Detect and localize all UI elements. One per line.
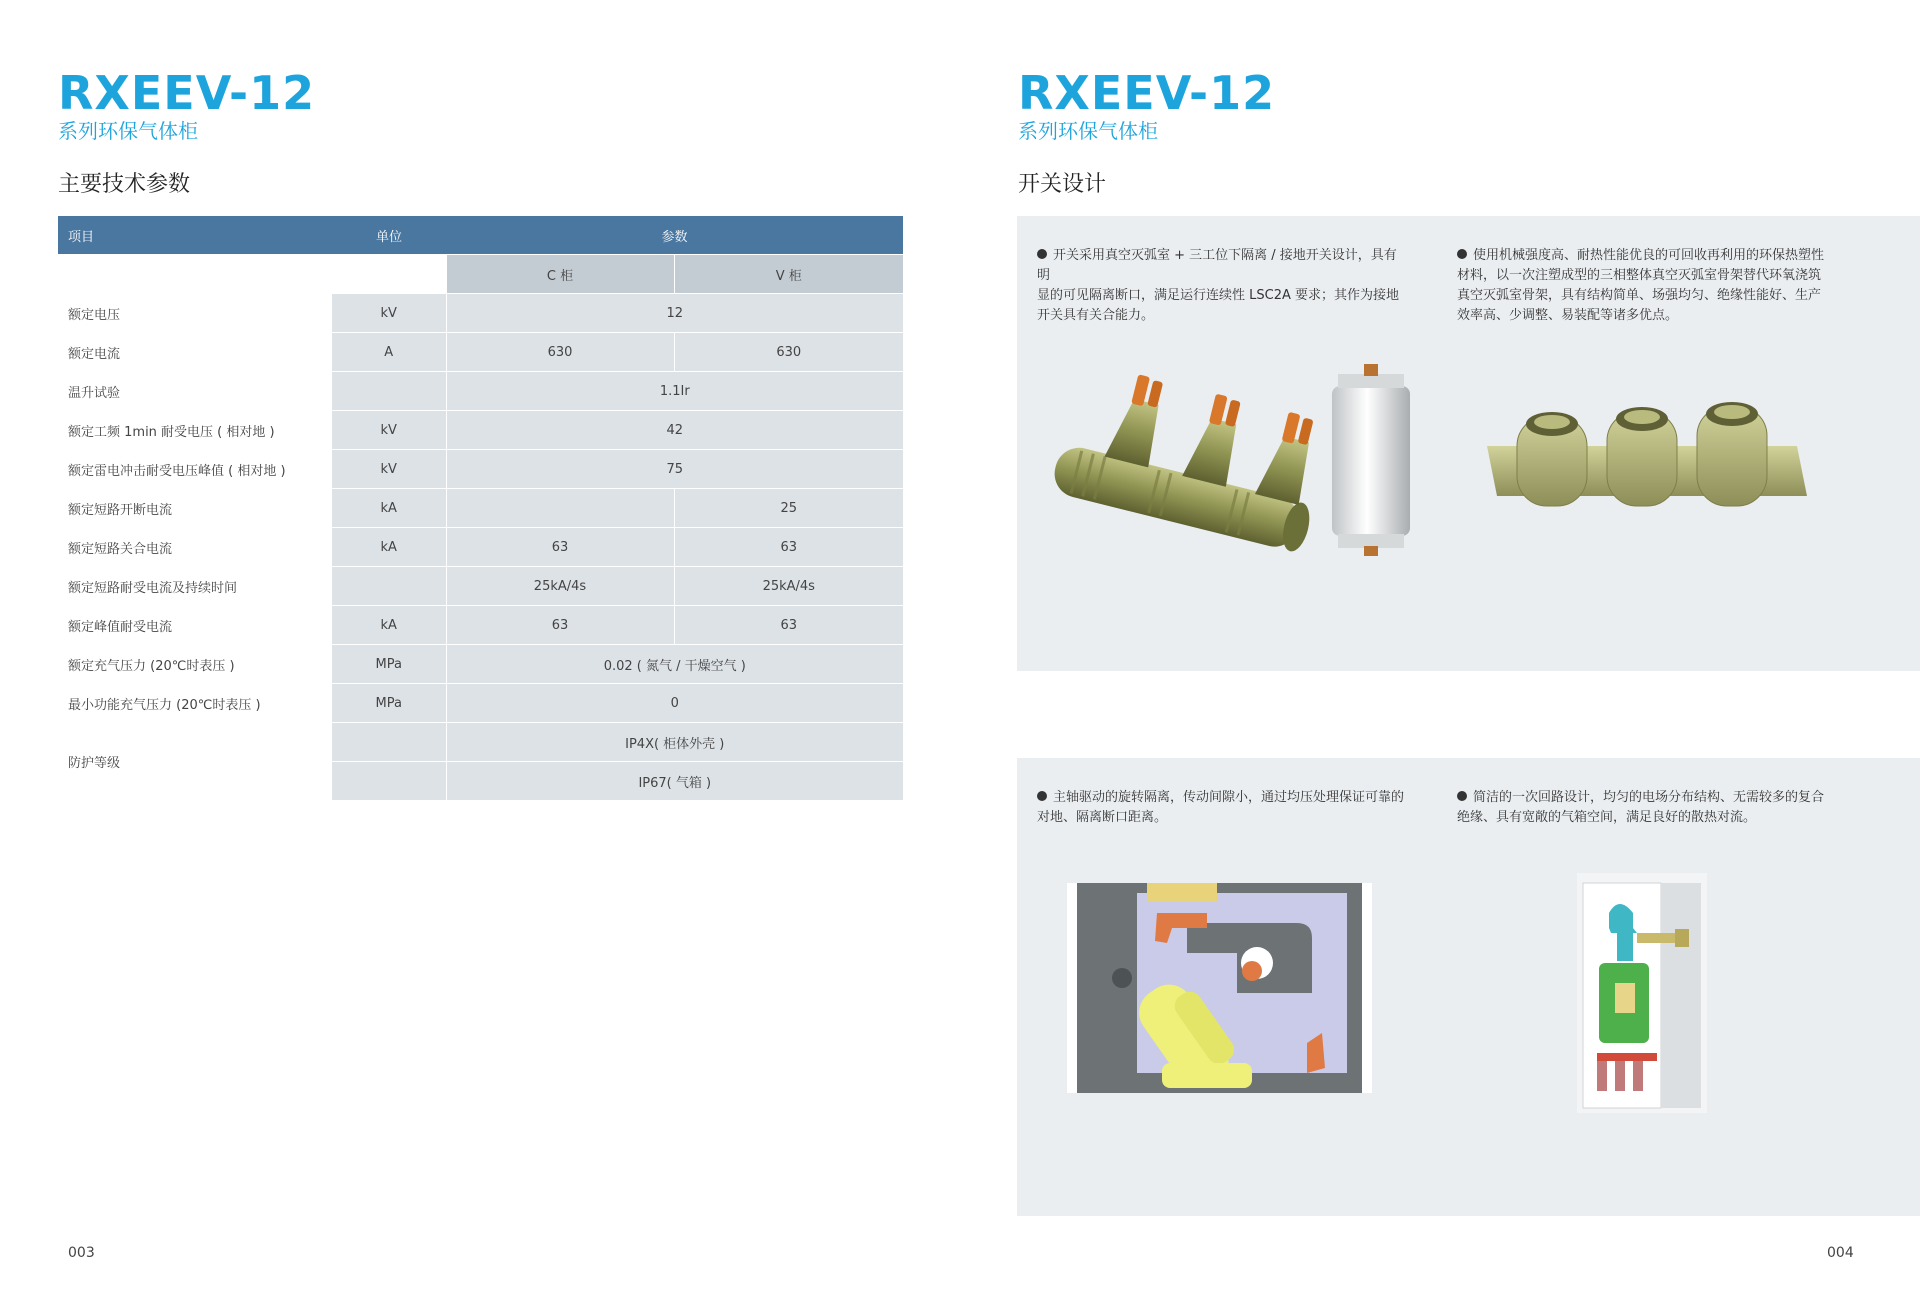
row-value: 0 xyxy=(446,684,903,723)
row-item: 温升试验 xyxy=(58,372,332,411)
subheader-c: C 柜 xyxy=(446,255,674,294)
row-unit: kV xyxy=(332,450,446,489)
isolator-switch-illustration xyxy=(1042,356,1422,596)
row-value-v: 63 xyxy=(674,606,903,645)
row-item: 最小功能充气压力 (20℃时表压 ) xyxy=(58,684,332,723)
row-unit: MPa xyxy=(332,684,446,723)
row-item: 额定电压 xyxy=(58,294,332,333)
bullet-icon xyxy=(1457,249,1467,259)
row-value-ip4x: IP4X( 柜体外壳 ) xyxy=(446,723,903,762)
row-item: 额定短路关合电流 xyxy=(58,528,332,567)
table-row xyxy=(58,684,903,723)
bullet-icon xyxy=(1037,791,1047,801)
row-unit: kV xyxy=(332,294,446,333)
row-unit: A xyxy=(332,333,446,372)
table-row xyxy=(58,567,903,606)
primary-circuit-illustration xyxy=(1577,873,1707,1113)
feature-note-4: 简洁的一次回路设计，均匀的电场分布结构、无需较多的复合 绝缘、具有宽敞的气箱空间，满足良好的散热对流。 xyxy=(1457,790,1825,825)
table-row xyxy=(58,489,903,528)
feature-note-3: 主轴驱动的旋转隔离，传动间隙小，通过均压处理保证可靠的 对地、隔离断口距离。 xyxy=(1037,790,1405,825)
spec-table-subheader xyxy=(58,255,903,294)
table-row xyxy=(58,723,903,762)
row-unit xyxy=(332,372,446,411)
row-value-c: 25kA/4s xyxy=(446,567,674,606)
row-item: 额定峰值耐受电流 xyxy=(58,606,332,645)
header-item: 项目 xyxy=(58,216,332,255)
row-value: 0.02 ( 氮气 / 干燥空气 ) xyxy=(446,645,903,684)
row-value-c: 630 xyxy=(446,333,674,372)
row-unit: MPa xyxy=(332,645,446,684)
table-row xyxy=(58,645,903,684)
page-number: 004 xyxy=(1827,1245,1854,1261)
row-unit: kA xyxy=(332,528,446,567)
page-number: 003 xyxy=(68,1245,95,1261)
row-value: 1.1Ir xyxy=(446,372,903,411)
row-unit xyxy=(332,567,446,606)
spec-table-header xyxy=(58,216,903,255)
row-item: 额定短路开断电流 xyxy=(58,489,332,528)
row-item: 额定雷电冲击耐受电压峰值 ( 相对地 ) xyxy=(58,450,332,489)
row-item: 额定工频 1min 耐受电压 ( 相对地 ) xyxy=(58,411,332,450)
row-item-protection: 防护等级 xyxy=(58,723,332,801)
row-value-v: 25 xyxy=(674,489,903,528)
table-row xyxy=(58,450,903,489)
table-row xyxy=(58,372,903,411)
table-row xyxy=(58,411,903,450)
section-title: 开关设计 xyxy=(1018,172,1107,197)
rotary-isolation-illustration xyxy=(1067,883,1372,1093)
bullet-icon xyxy=(1037,249,1047,259)
row-unit: kA xyxy=(332,606,446,645)
brand-title: RXEEV-12 xyxy=(1018,66,1276,120)
row-item: 额定短路耐受电流及持续时间 xyxy=(58,567,332,606)
bullet-icon xyxy=(1457,791,1467,801)
header-unit: 单位 xyxy=(332,216,446,255)
spec-table xyxy=(58,216,903,801)
row-value-ip67: IP67( 气箱 ) xyxy=(446,762,903,801)
table-row xyxy=(58,294,903,333)
row-value-v: 63 xyxy=(674,528,903,567)
feature-note-1: 开关采用真空灭弧室 + 三工位下隔离 / 接地开关设计，具有明 显的可见隔离断口，满足运行连续性 LSC2A 要求；其作为接地 开关具有关合能力。 xyxy=(1037,248,1400,323)
interrupter-frame-illustration xyxy=(1477,386,1817,546)
subheader-v: V 柜 xyxy=(674,255,903,294)
section-title: 主要技术参数 xyxy=(58,172,191,197)
row-item: 额定电流 xyxy=(58,333,332,372)
row-value-v: 25kA/4s xyxy=(674,567,903,606)
row-value-c: 63 xyxy=(446,606,674,645)
row-unit: kV xyxy=(332,411,446,450)
brand-subtitle: 系列环保气体柜 xyxy=(1018,119,1158,143)
right-page xyxy=(960,0,1920,1303)
table-row xyxy=(58,333,903,372)
row-value: 12 xyxy=(446,294,903,333)
brand-subtitle: 系列环保气体柜 xyxy=(58,119,198,143)
table-row xyxy=(58,528,903,567)
table-row xyxy=(58,606,903,645)
feature-note-2: 使用机械强度高、耐热性能优良的可回收再利用的环保热塑性 材料，以一次注塑成型的三相整体真空灭弧室骨架替代环氧浇筑 真空灭弧室骨架，具有结构简单、场强均匀、绝缘性能好、生产 效率高、少调整、易装配等诸多优点。 xyxy=(1457,248,1825,323)
row-item: 额定充气压力 (20℃时表压 ) xyxy=(58,645,332,684)
brand-title: RXEEV-12 xyxy=(58,66,316,120)
row-value-v: 630 xyxy=(674,333,903,372)
switch-panel-top xyxy=(1017,216,1920,671)
switch-panel-bottom xyxy=(1017,758,1920,1216)
row-value: 42 xyxy=(446,411,903,450)
row-unit: kA xyxy=(332,489,446,528)
row-value-c xyxy=(446,489,674,528)
header-params: 参数 xyxy=(446,216,903,255)
row-value-c: 63 xyxy=(446,528,674,567)
row-value: 75 xyxy=(446,450,903,489)
